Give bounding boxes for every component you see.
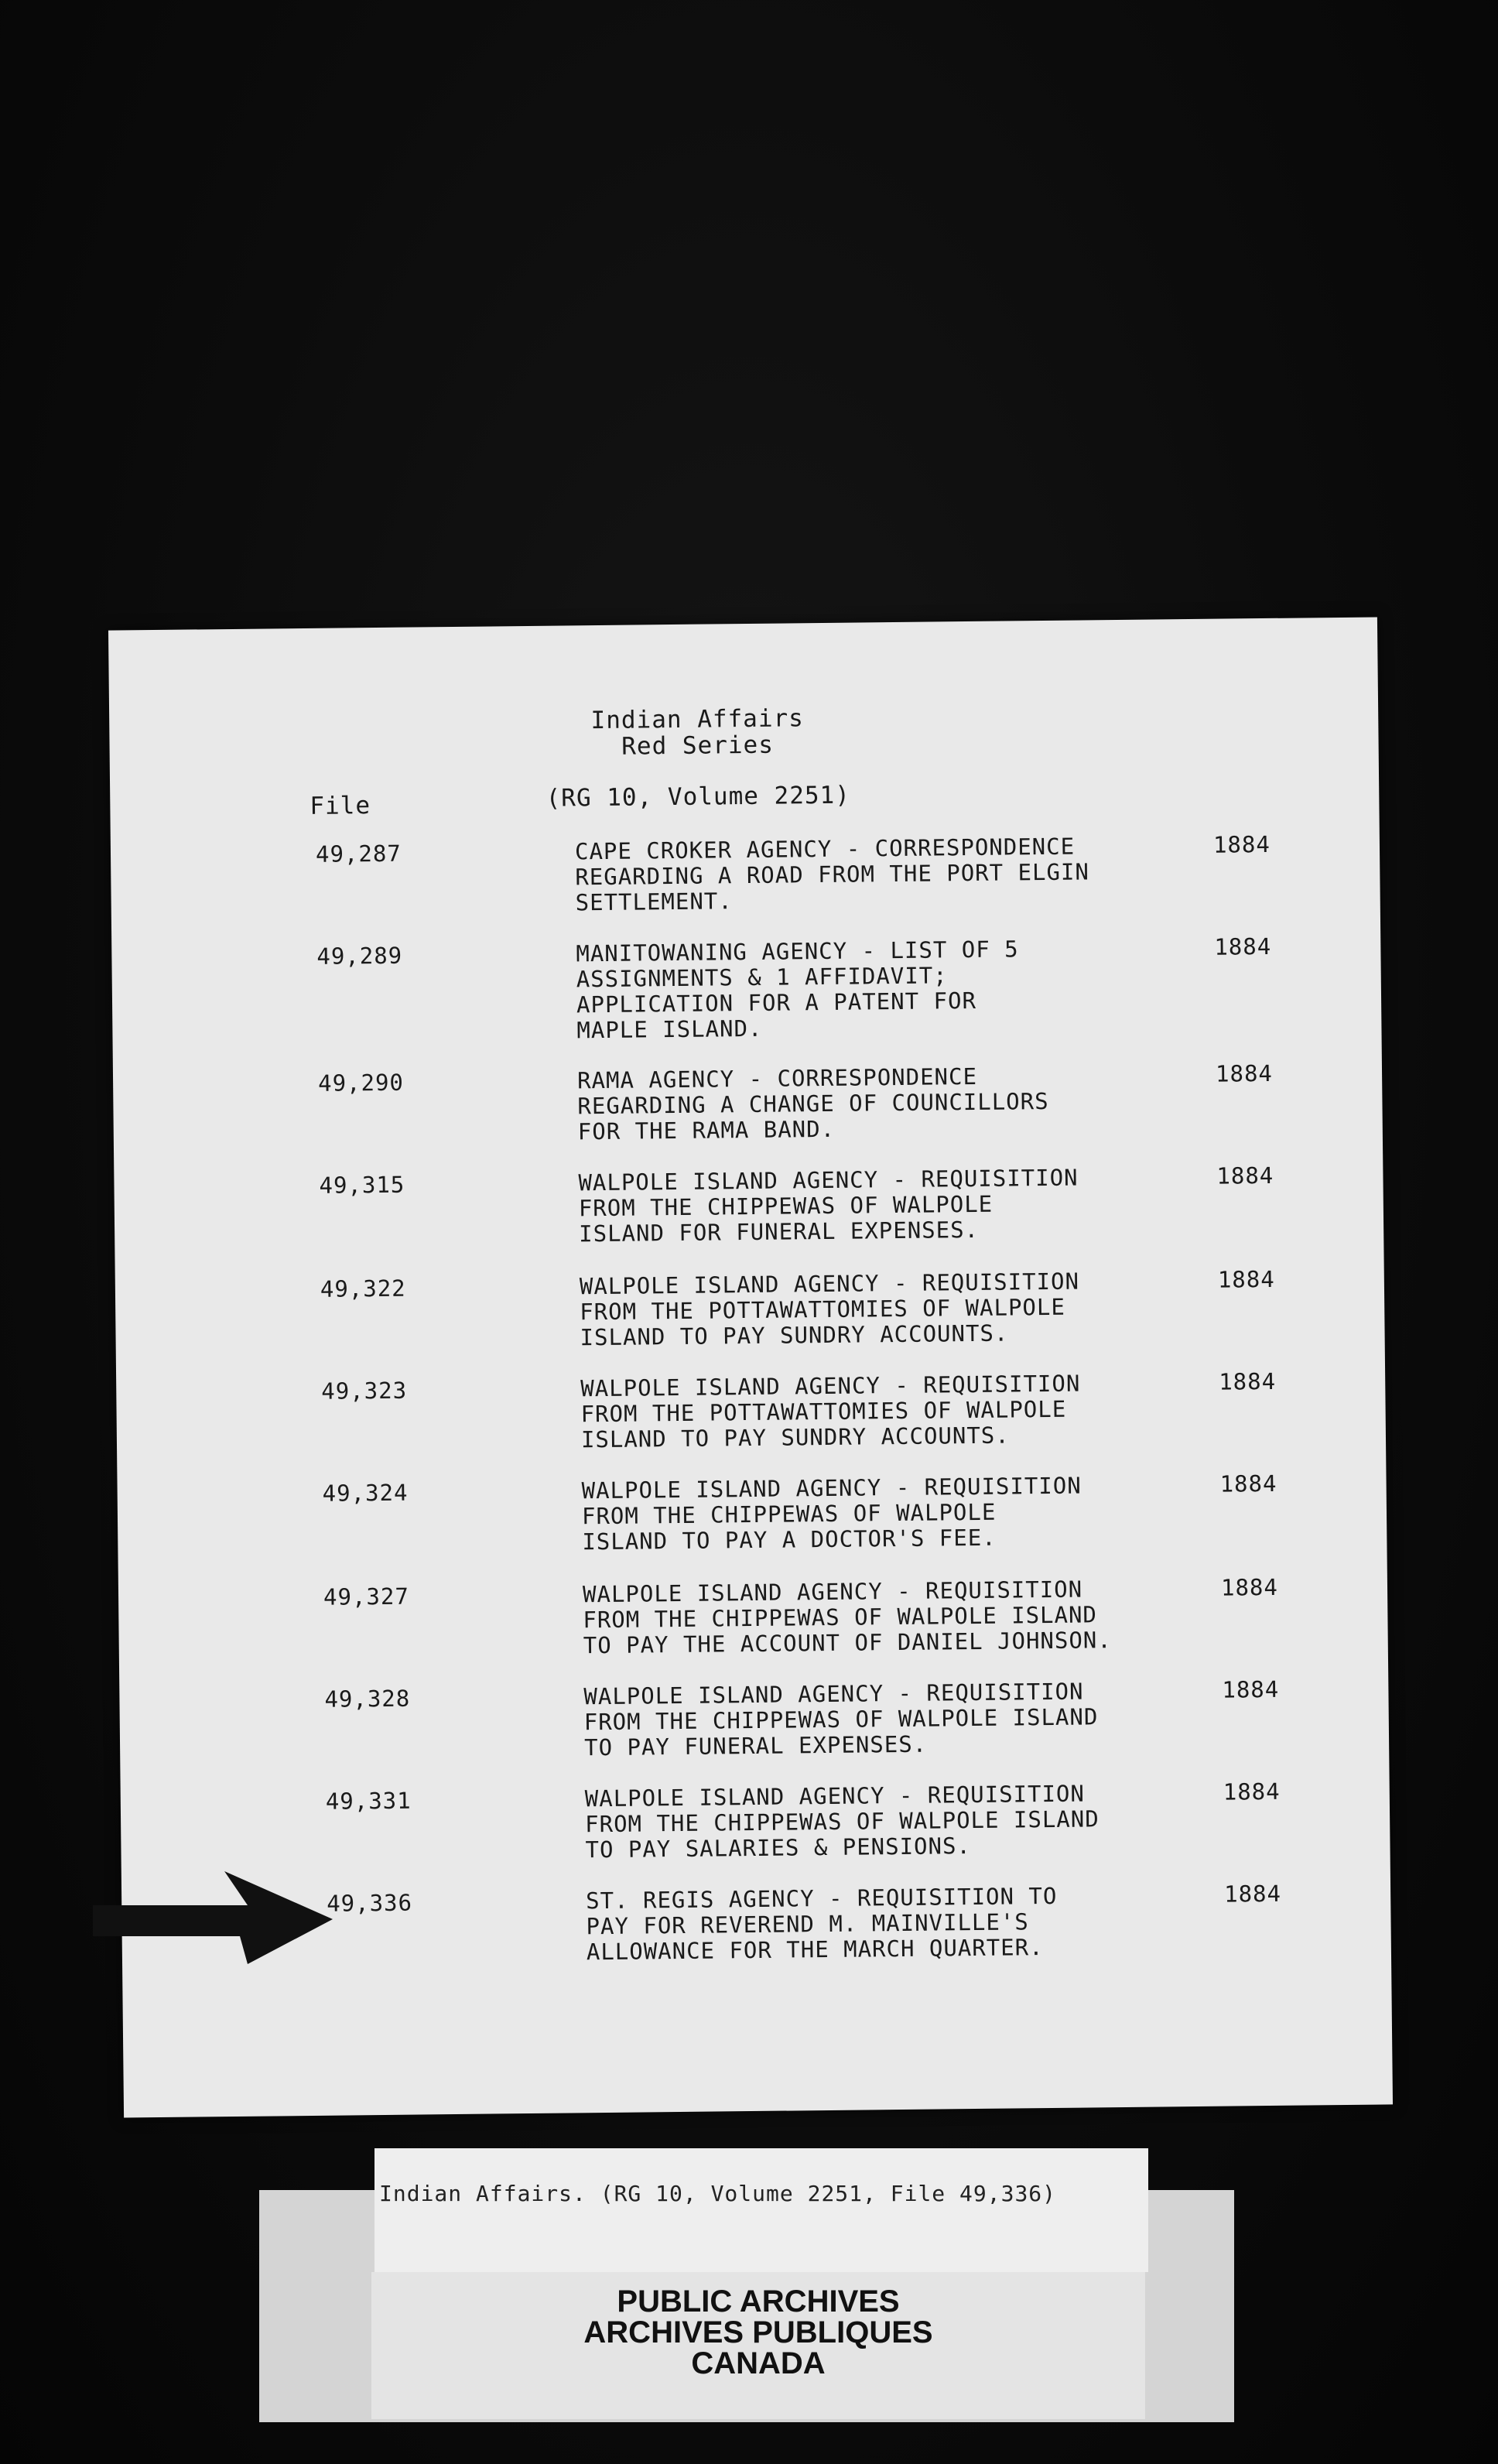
file-number: 49,327 (323, 1583, 410, 1610)
file-number: 49,289 (316, 942, 403, 970)
document-reference: (RG 10, Volume 2251) (546, 781, 851, 813)
file-description: WALPOLE ISLAND AGENCY - REQUISITION FROM THE CHIPPEWAS OF WALPOLE ISLAND TO PAY SALARIES & PENSIONS. (584, 1780, 1100, 1863)
caption-reference: Indian Affairs. (RG 10, Volume 2251, File 49,336) (379, 2181, 1057, 2206)
file-year: 1884 (1220, 1573, 1279, 1601)
file-year: 1884 (1219, 1367, 1277, 1395)
file-entry (113, 1059, 1382, 1145)
file-year: 1884 (1215, 1059, 1274, 1087)
file-description: WALPOLE ISLAND AGENCY - REQUISITION FROM THE CHIPPEWAS OF WALPOLE ISLAND TO PAY FUNERAL EXPENSES. (583, 1678, 1099, 1761)
file-number: 49,315 (319, 1171, 405, 1199)
document-title: Indian Affairs (590, 704, 805, 735)
file-description: WALPOLE ISLAND AGENCY - REQUISITION FROM THE CHIPPEWAS OF WALPOLE ISLAND TO PAY THE ACCOUNT OF DANIEL JOHNSON. (582, 1576, 1112, 1659)
file-year: 1884 (1223, 1778, 1281, 1805)
stamp-line-french: ARCHIVES PUBLIQUES (583, 2315, 933, 2349)
file-number: 49,328 (324, 1685, 411, 1713)
file-entry (118, 1470, 1387, 1555)
file-entry (119, 1675, 1388, 1761)
file-year: 1884 (1214, 933, 1272, 960)
archives-stamp (371, 2272, 1145, 2419)
stamp-line-country: CANADA (691, 2346, 826, 2380)
file-description: WALPOLE ISLAND AGENCY - REQUISITION FROM THE POTTAWATTOMIES OF WALPOLE ISLAND TO PAY SUNDRY ACCOUNTS. (580, 1370, 1081, 1453)
file-description: WALPOLE ISLAND AGENCY - REQUISITION FROM THE CHIPPEWAS OF WALPOLE ISLAND TO PAY A DOCTOR'S FEE. (581, 1472, 1082, 1555)
file-number: 49,323 (321, 1377, 408, 1405)
file-entry (115, 1265, 1384, 1351)
file-year: 1884 (1222, 1675, 1280, 1703)
file-description: CAPE CROKER AGENCY - CORRESPONDENCE REGARDING A ROAD FROM THE PORT ELGIN SETTLEMENT. (574, 833, 1090, 916)
file-entry (118, 1573, 1387, 1659)
file-column-label: File (310, 792, 371, 820)
file-year: 1884 (1212, 830, 1271, 858)
file-number: 49,324 (322, 1479, 409, 1507)
file-number: 49,331 (325, 1787, 412, 1815)
file-entry (111, 933, 1380, 1044)
file-number: 49,336 (327, 1889, 413, 1917)
file-entry (114, 1162, 1383, 1247)
file-number: 49,290 (317, 1069, 405, 1097)
file-description: WALPOLE ISLAND AGENCY - REQUISITION FROM THE CHIPPEWAS OF WALPOLE ISLAND FOR FUNERAL EXPENSES. (578, 1164, 1079, 1247)
file-description: ST. REGIS AGENCY - REQUISITION TO PAY FOR REVEREND M. MAINVILLE'S ALLOWANCE FOR THE MARCH QUARTER. (586, 1882, 1058, 1966)
document-series: Red Series (621, 731, 775, 761)
pointer-arrow-icon (93, 1871, 333, 1964)
caption-strip (374, 2148, 1148, 2272)
file-description: MANITOWANING AGENCY - LIST OF 5 ASSIGNMENTS & 1 AFFIDAVIT; APPLICATION FOR A PATENT FOR MAPLE ISLAND. (576, 936, 1019, 1044)
file-year: 1884 (1216, 1162, 1274, 1189)
stamp-line-english: PUBLIC ARCHIVES (617, 2284, 900, 2319)
file-description: WALPOLE ISLAND AGENCY - REQUISITION FROM THE POTTAWATTOMIES OF WALPOLE ISLAND TO PAY SUNDRY ACCOUNTS. (579, 1268, 1080, 1351)
file-number: 49,287 (315, 840, 402, 868)
file-number: 49,322 (320, 1275, 406, 1302)
file-entry (121, 1778, 1390, 1863)
file-description: RAMA AGENCY - CORRESPONDENCE REGARDING A CHANGE OF COUNCILLORS FOR THE RAMA BAND. (576, 1063, 1049, 1145)
file-year: 1884 (1223, 1880, 1282, 1908)
file-entry (116, 1367, 1385, 1453)
file-year: 1884 (1217, 1265, 1275, 1293)
file-entry (111, 830, 1380, 916)
file-year: 1884 (1219, 1470, 1277, 1497)
